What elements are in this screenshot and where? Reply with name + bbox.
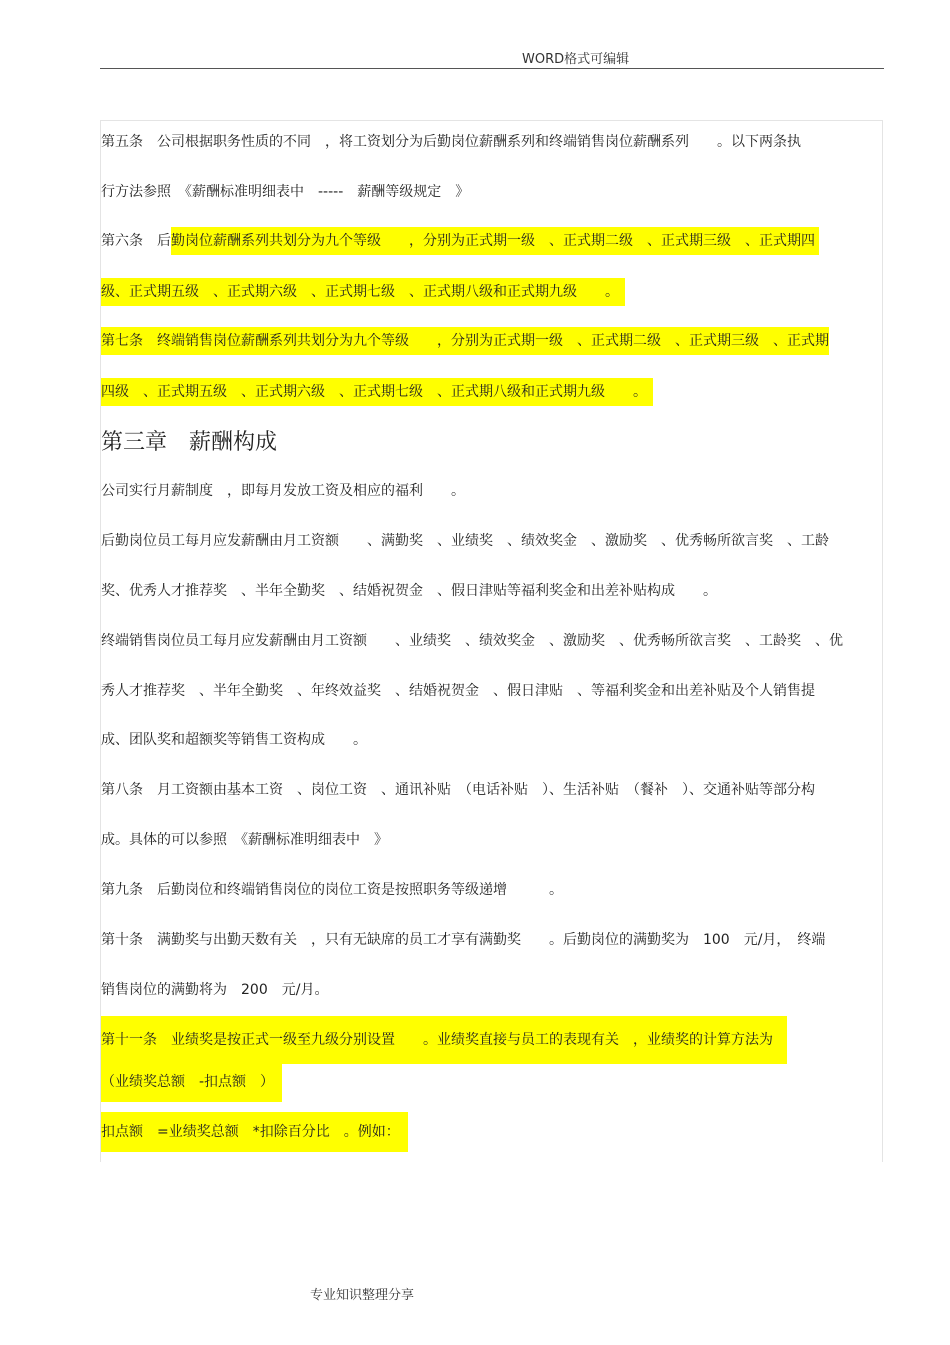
article-11-highlight-3: 扣点额 =业绩奖总额 *扣除百分比 。例如： — [101, 1112, 408, 1152]
frame-right — [882, 120, 883, 1162]
page-header: WORD格式可编辑 — [522, 52, 630, 67]
article-7-line-1 — [101, 327, 829, 355]
article-11-highlight-2: （业绩奖总额 -扣点额 ） — [101, 1062, 282, 1102]
article-6-prefix: 第六条 后 — [101, 233, 171, 249]
chapter-heading: 第三章 薪酬构成 — [101, 430, 278, 455]
monthly-salary-line: 公司实行月薪制度 ，即每月发放工资及相应的福利 。 — [101, 483, 465, 499]
article-7-highlight-2: 四级 、正式期五级 、正式期六级 、正式期七级 、正式期八级和正式期九级 。 — [101, 378, 653, 406]
page-footer: 专业知识整理分享 — [310, 1288, 415, 1303]
logistics-pay-line-1: 后勤岗位员工每月应发薪酬由月工资额 、满勤奖 、业绩奖 、绩效奖金 、激励奖 、优秀畅所欲言奖 、工龄 — [101, 533, 829, 549]
sales-pay-line-2: 秀人才推荐奖 、半年全勤奖 、年终效益奖 、结婚祝贺金 、假日津贴 、等福利奖金和出差补贴及个人销售提 — [101, 683, 815, 699]
article-8-line-2: 成。具体的可以参照 《薪酬标准明细表中 》 — [101, 832, 388, 848]
header-rule — [100, 68, 884, 69]
frame-top — [100, 120, 883, 121]
sales-pay-line-3: 成、团队奖和超额奖等销售工资构成 。 — [101, 732, 367, 748]
article-6-line-1 — [101, 227, 819, 255]
article-11-highlight-1: 第十一条 业绩奖是按正式一级至九级分别设置 。业绩奖直接与员工的表现有关 ，业绩奖的计算方法为 — [101, 1016, 787, 1064]
article-10-line-2: 销售岗位的满勤将为 200 元/月。 — [101, 982, 329, 998]
article-6-highlight-1: 勤岗位薪酬系列共划分为九个等级 ，分别为正式期一级 、正式期二级 、正式期三级 、正式期四 — [171, 227, 819, 255]
article-5-line-1: 第五条 公司根据职务性质的不同 ，将工资划分为后勤岗位薪酬系列和终端销售岗位薪酬系列 。以下两条执 — [101, 134, 801, 150]
article-11-line-3 — [101, 1112, 408, 1152]
article-6-highlight-2: 级、正式期五级 、正式期六级 、正式期七级 、正式期八级和正式期九级 。 — [101, 278, 625, 306]
article-10-line-1: 第十条 满勤奖与出勤天数有关 ，只有无缺席的员工才享有满勤奖 。后勤岗位的满勤奖为 100 元/月， 终端 — [101, 932, 826, 948]
article-7-highlight-1: 第七条 终端销售岗位薪酬系列共划分为九个等级 ，分别为正式期一级 、正式期二级 、正式期三级 、正式期 — [101, 327, 829, 355]
article-11-line-1 — [101, 1016, 787, 1064]
article-7-line-2 — [101, 378, 653, 406]
logistics-pay-line-2: 奖、优秀人才推荐奖 、半年全勤奖 、结婚祝贺金 、假日津贴等福利奖金和出差补贴构成 。 — [101, 583, 717, 599]
sales-pay-line-1: 终端销售岗位员工每月应发薪酬由月工资额 、业绩奖 、绩效奖金 、激励奖 、优秀畅所欲言奖 、工龄奖 、优 — [101, 633, 843, 649]
article-11-line-2 — [101, 1062, 282, 1102]
article-8-line-1: 第八条 月工资额由基本工资 、岗位工资 、通讯补贴 （电话补贴 ）、生活补贴 （餐补 ）、交通补贴等部分构 — [101, 782, 815, 798]
article-5-line-2: 行方法参照 《薪酬标准明细表中 ----- 薪酬等级规定 》 — [101, 184, 470, 200]
article-9-line: 第九条 后勤岗位和终端销售岗位的岗位工资是按照职务等级递增 。 — [101, 882, 563, 898]
article-6-line-2 — [101, 278, 625, 306]
